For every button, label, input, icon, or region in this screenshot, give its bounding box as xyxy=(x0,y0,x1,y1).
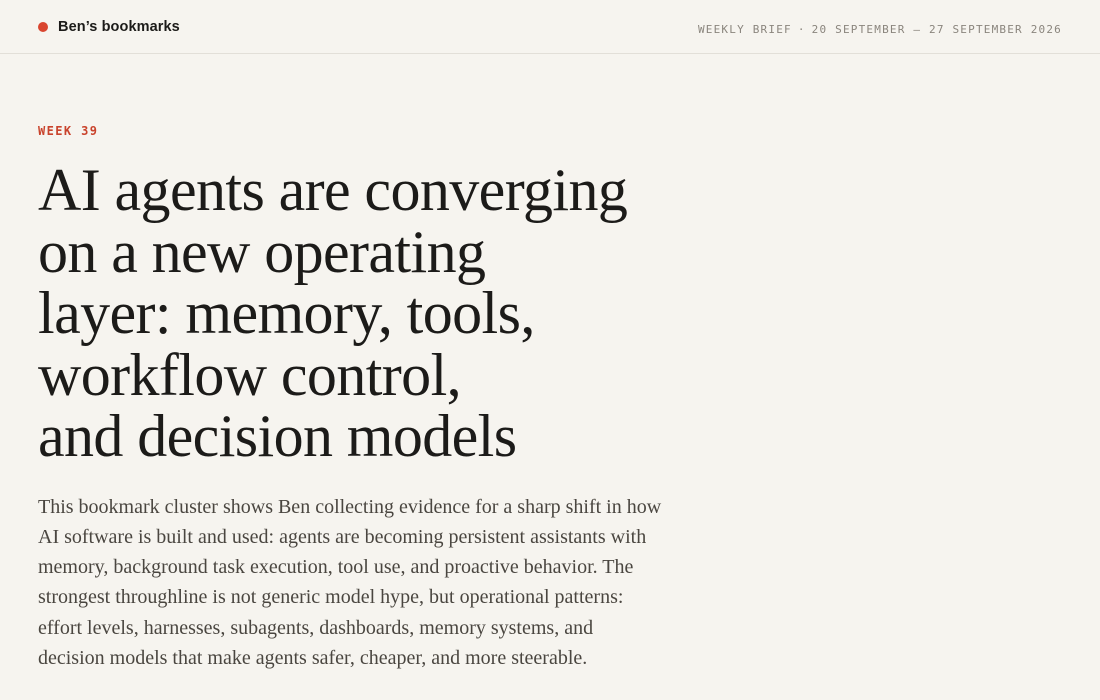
headline-line: on a new operating xyxy=(38,218,486,285)
summary-line: effort levels, harnesses, subagents, dashboards, memory systems, and xyxy=(38,616,594,639)
brief-date-range xyxy=(698,23,1062,36)
headline-line: workflow control, xyxy=(38,341,462,408)
summary-line: memory, background task execution, tool use, and proactive behavior. The xyxy=(38,556,634,579)
headline-line: AI agents are converging xyxy=(38,157,628,223)
brief-separator: · xyxy=(797,23,806,36)
brand-name: Ben’s bookmarks xyxy=(58,19,180,35)
summary-line: decision models that make agents safer, cheaper, and more steerable. xyxy=(38,646,588,669)
top-bar xyxy=(0,0,1100,54)
article xyxy=(38,124,718,673)
date-range: 20 SEPTEMBER — 27 SEPTEMBER 2026 xyxy=(811,23,1062,36)
summary xyxy=(38,492,718,674)
brand[interactable] xyxy=(38,19,180,35)
headline-line: and decision models xyxy=(38,403,517,469)
headline-line: layer: memory, tools, xyxy=(38,280,535,346)
summary-line: This bookmark cluster shows Ben collecting evidence for a sharp shift in how xyxy=(38,495,662,518)
summary-line: AI software is built and used: agents are becoming persistent assistants with xyxy=(38,525,647,548)
week-label: WEEK 39 xyxy=(38,124,99,138)
headline xyxy=(38,157,718,469)
brand-dot-icon xyxy=(38,22,48,32)
brief-label: WEEKLY BRIEF xyxy=(697,23,792,36)
summary-line: strongest throughline is not generic model hype, but operational patterns: xyxy=(38,586,624,609)
